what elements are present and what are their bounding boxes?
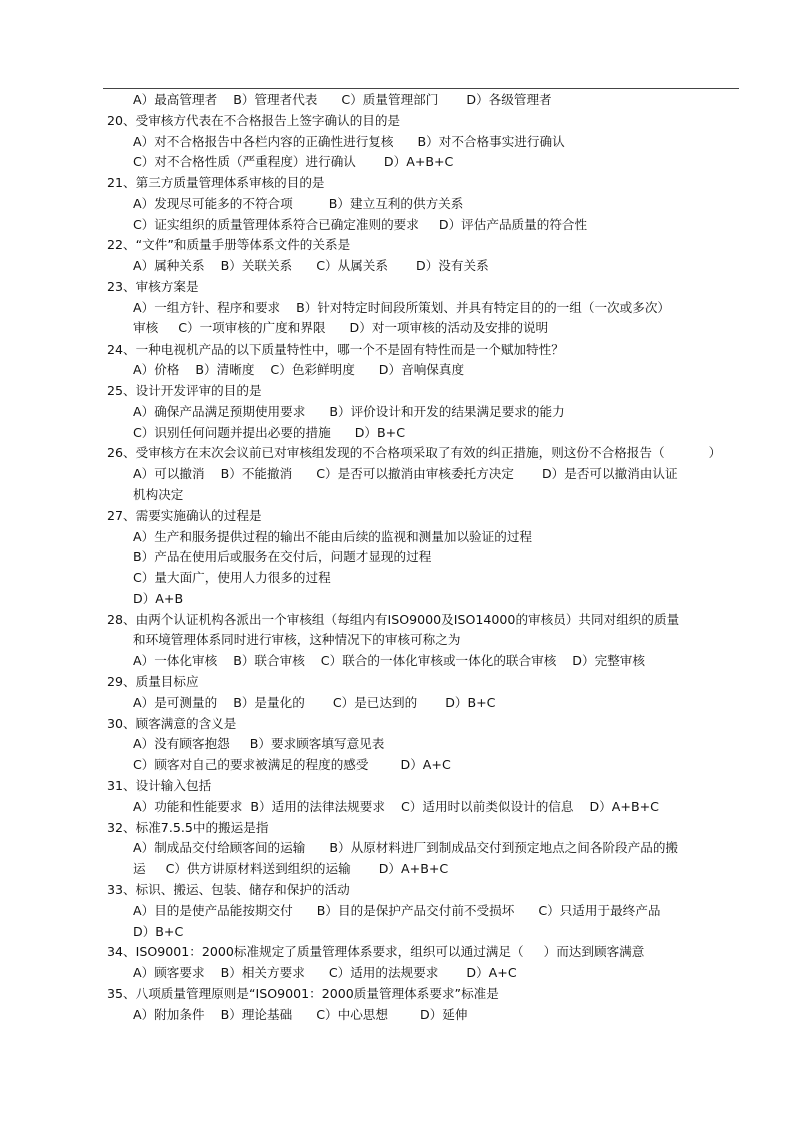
option-line: A）可以撤消 B）不能撤消 C）是否可以撤消由审核委托方决定 D）是否可以撤消由认证 [133,466,678,481]
option-line: 审核 C）一项审核的广度和界限 D）对一项审核的活动及安排的说明 [133,320,549,335]
option-line: 机构决定 [133,487,184,502]
question-line: 35、八项质量管理原则是“ISO9001：2000质量管理体系要求”标准是 [107,986,499,1001]
option-line: 运 C）供方讲原材料送到组织的运输 D）A+B+C [133,861,449,876]
question-line: 26、受审核方在末次会议前已对审核组发现的不合格项采取了有效的纠正措施，则这份不合格报告（ ） [107,445,722,460]
option-line: C）对不合格性质（严重程度）进行确认 D）A+B+C [133,154,454,169]
option-line: A）价格 B）清晰度 C）色彩鲜明度 D）音响保真度 [133,362,465,377]
option-line: A）对不合格报告中各栏内容的正确性进行复核 B）对不合格事实进行确认 [133,134,565,149]
option-line: A）发现尽可能多的不符合项 B）建立互利的供方关系 [133,196,464,211]
question-line: 32、标准7.5.5中的搬运是指 [107,820,269,835]
option-line: C）识别任何问题并提出必要的措施 D）B+C [133,425,405,440]
option-line: C）量大面广，使用人力很多的过程 [133,570,331,585]
option-line: C）顾客对自己的要求被满足的程度的感受 D）A+C [133,757,451,772]
option-line: A）是可测量的 B）是量化的 C）是已达到的 D）B+C [133,695,496,710]
header-rule [103,88,739,89]
question-line: 31、设计输入包括 [107,778,212,793]
question-line: 33、标识、搬运、包装、储存和保护的活动 [107,882,350,897]
question-line: 28、由两个认证机构各派出一个审核组（每组内有ISO9000及ISO14000的审核员）共同对组织的质量 [107,612,680,627]
question-line: 24、一种电视机产品的以下质量特性中，哪一个不是固有特性而是一个赋加特性？ [107,342,564,357]
option-line: A）属种关系 B）关联关系 C）从属关系 D）没有关系 [133,258,489,273]
option-line: A）没有顾客抱怨 B）要求顾客填写意见表 [133,736,385,751]
option-line: A）确保产品满足预期使用要求 B）评价设计和开发的结果满足要求的能力 [133,404,565,419]
question-line: 30、顾客满意的含义是 [107,716,237,731]
option-line: D）A+B [133,591,184,606]
question-line: 25、设计开发评审的目的是 [107,383,262,398]
option-line: 和环境管理体系同时进行审核，这种情况下的审核可称之为 [133,632,461,647]
question-line: 27、需要实施确认的过程是 [107,508,262,523]
option-line: B）产品在使用后或服务在交付后，问题才显现的过程 [133,549,432,564]
option-line: A）最高管理者 B）管理者代表 C）质量管理部门 D）各级管理者 [133,92,552,107]
question-line: 22、“文件”和质量手册等体系文件的关系是 [107,237,351,252]
question-line: 20、受审核方代表在不合格报告上签字确认的目的是 [107,113,401,128]
option-line: A）目的是使产品能按期交付 B）目的是保护产品交付前不受损坏 C）只适用于最终产品 [133,903,661,918]
option-line: D）B+C [133,924,184,939]
question-line: 21、第三方质量管理体系审核的目的是 [107,175,325,190]
option-line: A）附加条件 B）理论基础 C）中心思想 D）延伸 [133,1007,468,1022]
question-line: 29、质量目标应 [107,674,199,689]
option-line: A）一体化审核 B）联合审核 C）联合的一体化审核或一体化的联合审核 D）完整审核 [133,653,645,668]
option-line: A）功能和性能要求 B）适用的法律法规要求 C）适用时以前类似设计的信息 D）A+B+C [133,799,659,814]
option-line: A）一组方针、程序和要求 B）针对特定时间段所策划、并具有特定目的的一组（一次或多次） [133,300,671,315]
option-line: A）制成品交付给顾客间的运输 B）从原材料进厂到制成品交付到预定地点之间各阶段产品的搬 [133,840,679,855]
option-line: A）生产和服务提供过程的输出不能由后续的监视和测量加以验证的过程 [133,529,533,544]
question-line: 23、审核方案是 [107,279,199,294]
question-line: 34、ISO9001：2000标准规定了质量管理体系要求，组织可以通过满足（ ）而达到顾客满意 [107,944,645,959]
option-line: C）证实组织的质量管理体系符合已确定准则的要求 D）评估产品质量的符合性 [133,217,588,232]
option-line: A）顾客要求 B）相关方要求 C）适用的法规要求 D）A+C [133,965,517,980]
